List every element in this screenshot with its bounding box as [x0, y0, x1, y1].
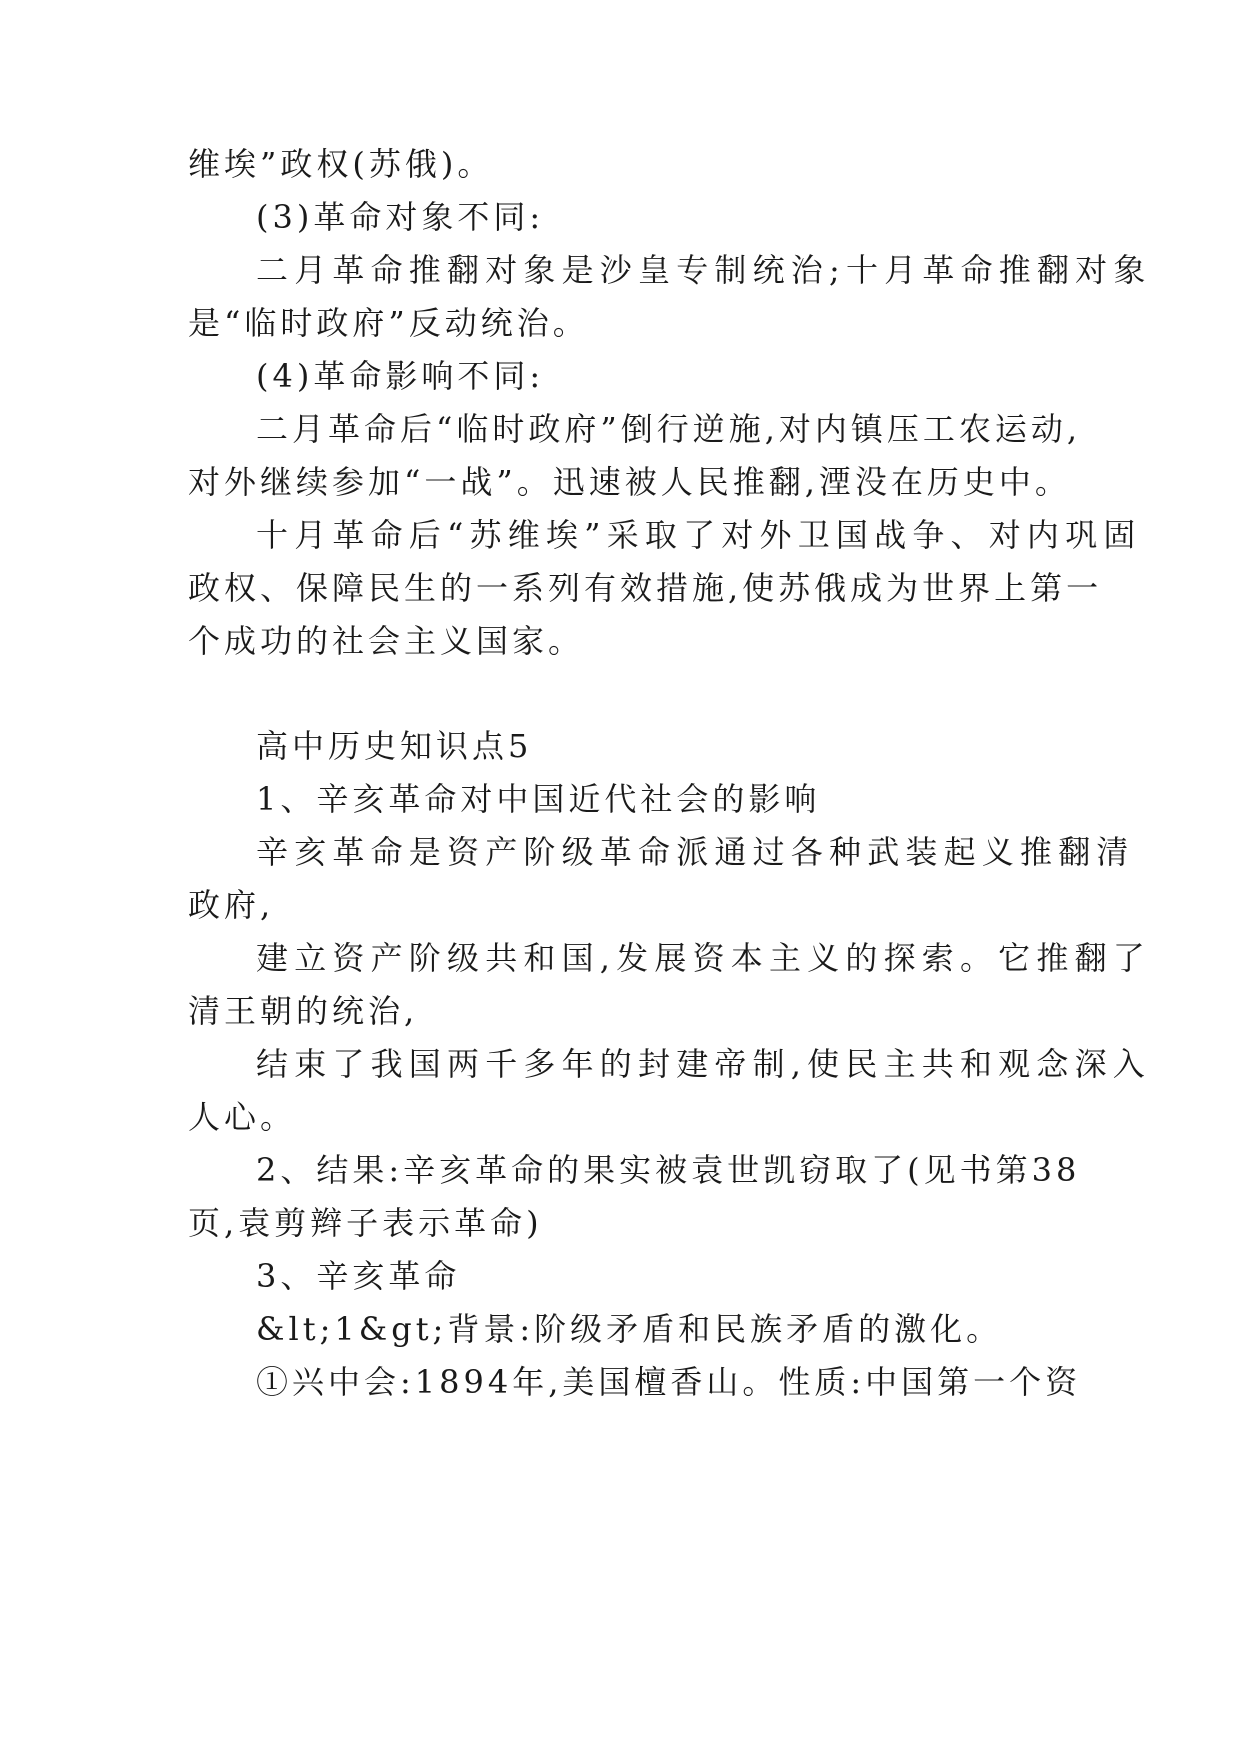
text-line: &lt;1&gt;背景:阶级矛盾和民族矛盾的激化。	[256, 1310, 1003, 1348]
text-line: 政府,	[188, 886, 275, 924]
text-line: 辛亥革命是资产阶级革命派通过各种武装起义推翻清	[256, 833, 1135, 871]
text-line: 1、辛亥革命对中国近代社会的影响	[256, 780, 821, 818]
text-line: 十月革命后“苏维埃”采取了对外卫国战争、对内巩固	[256, 516, 1142, 554]
text-line: (3)革命对象不同:	[256, 198, 545, 236]
text-line: 3、辛亥革命	[256, 1257, 461, 1295]
text-line: 个成功的社会主义国家。	[188, 622, 585, 660]
text-line: 2、结果:辛亥革命的果实被袁世凯窃取了(见书第38	[256, 1151, 1081, 1189]
text-line: 是“临时政府”反动统治。	[188, 304, 589, 342]
text-line: 建立资产阶级共和国,发展资本主义的探索。它推翻了	[256, 939, 1151, 977]
text-line: 人心。	[188, 1098, 297, 1136]
text-line: 维埃”政权(苏俄)。	[188, 145, 494, 183]
text-line: ①兴中会:1894年,美国檀香山。性质:中国第一个资	[256, 1363, 1082, 1401]
text-line: 清王朝的统治,	[188, 992, 419, 1030]
text-line: 结束了我国两千多年的封建帝制,使民主共和观念深入	[256, 1045, 1151, 1083]
text-line: 二月革命后“临时政府”倒行逆施,对内镇压工农运动,	[256, 410, 1082, 448]
text-line: 对外继续参加“一战”。迅速被人民推翻,湮没在历史中。	[188, 463, 1071, 501]
text-line: 页,袁剪辫子表示革命)	[188, 1204, 543, 1242]
text-line: (4)革命影响不同:	[256, 357, 545, 395]
text-line: 二月革命推翻对象是沙皇专制统治;十月革命推翻对象	[256, 251, 1152, 289]
text-line: 政权、保障民生的一系列有效措施,使苏俄成为世界上第一	[188, 569, 1103, 607]
section-heading: 高中历史知识点5	[256, 727, 533, 765]
